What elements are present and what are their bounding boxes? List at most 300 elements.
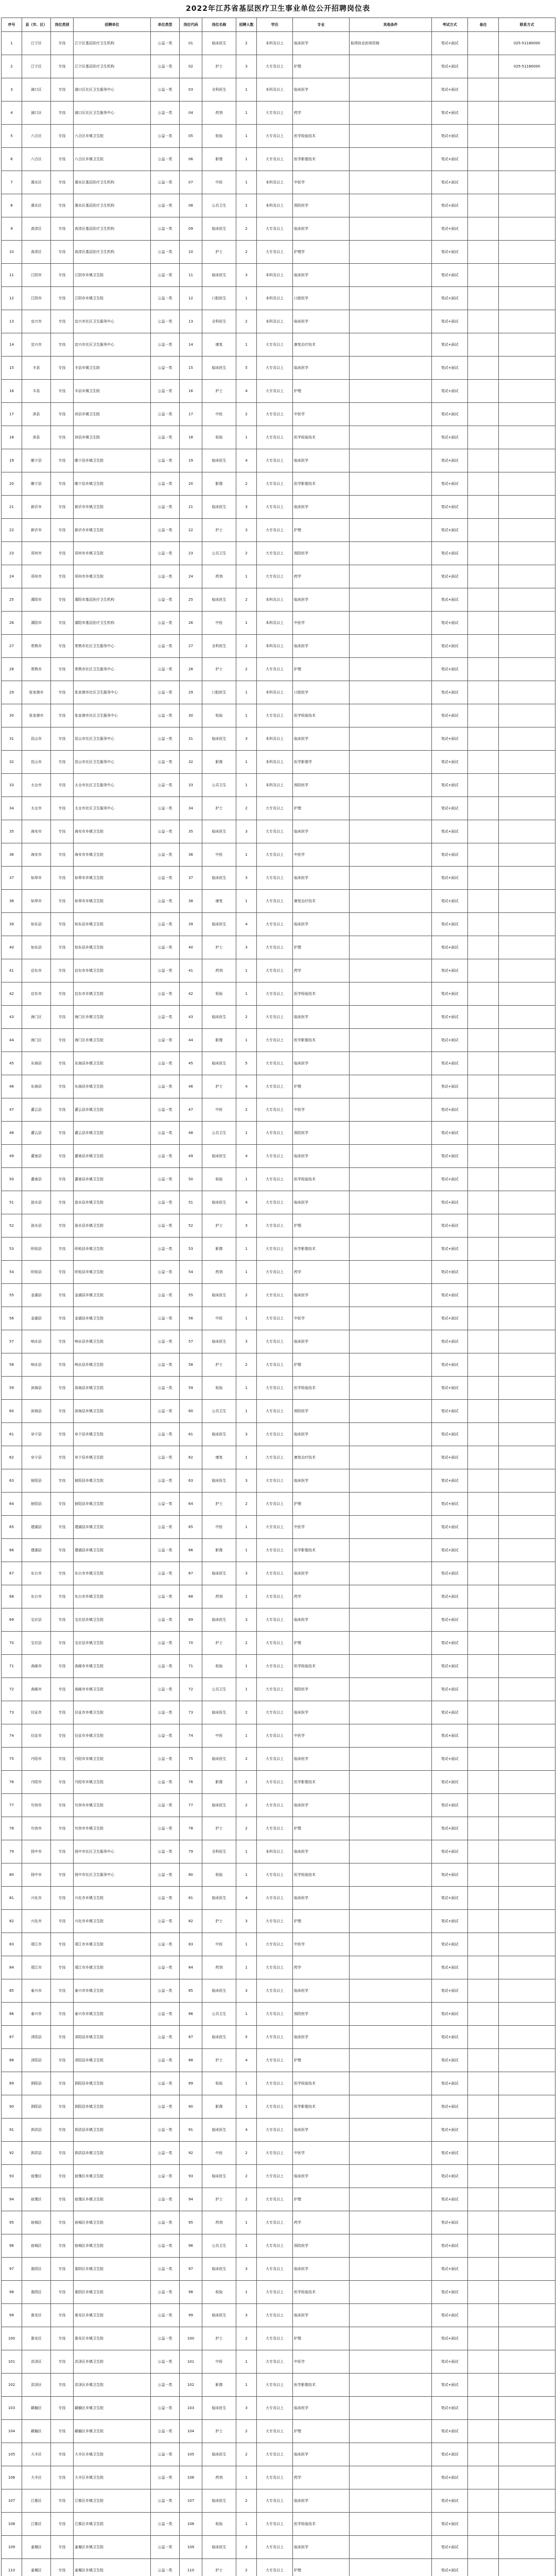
cell-post-code: 95 bbox=[180, 2211, 202, 2234]
cell-exam: 笔试+面试 bbox=[432, 936, 468, 959]
cell-county: 丰县 bbox=[22, 380, 51, 403]
cell-major: 护理 bbox=[293, 1817, 350, 1840]
cell-exam: 笔试+面试 bbox=[432, 1469, 468, 1493]
cell-other bbox=[350, 1238, 432, 1261]
cell-seq: 64 bbox=[2, 1493, 22, 1516]
cell-unit: 溧阳市基层医疗卫生机构 bbox=[74, 588, 151, 612]
cell-county: 响水县 bbox=[22, 1330, 51, 1353]
cell-type: 专技 bbox=[51, 2304, 74, 2327]
cell-unit-type: 公益一类 bbox=[151, 310, 180, 333]
cell-count: 2 bbox=[236, 1632, 257, 1655]
cell-education: 本科及以上 bbox=[257, 32, 293, 55]
cell-major: 临床医学 bbox=[293, 357, 350, 380]
cell-contact bbox=[499, 2188, 555, 2211]
cell-post-name: 检验 bbox=[202, 426, 236, 449]
cell-count: 1 bbox=[236, 171, 257, 194]
cell-post-name: 中医 bbox=[202, 2142, 236, 2165]
cell-other bbox=[350, 2374, 432, 2397]
cell-unit-type: 公益一类 bbox=[151, 1284, 180, 1307]
cell-education: 本科及以上 bbox=[257, 194, 293, 217]
cell-exam: 笔试+面试 bbox=[432, 1748, 468, 1771]
cell-education: 大专及以上 bbox=[257, 959, 293, 982]
cell-unit-type: 公益一类 bbox=[151, 658, 180, 681]
cell-unit-type: 公益一类 bbox=[151, 1979, 180, 2003]
cell-post-code: 34 bbox=[180, 797, 202, 820]
cell-remark bbox=[468, 2536, 499, 2559]
cell-unit: 东海县乡镇卫生院 bbox=[74, 1052, 151, 1075]
table-row bbox=[2, 1539, 555, 1562]
cell-remark bbox=[468, 2026, 499, 2049]
cell-unit: 姜堰区乡镇卫生院 bbox=[74, 2536, 151, 2559]
cell-education: 大专及以上 bbox=[257, 1307, 293, 1330]
cell-unit-type: 公益一类 bbox=[151, 171, 180, 194]
cell-contact bbox=[499, 2513, 555, 2536]
cell-unit: 淮安区乡镇卫生院 bbox=[74, 2304, 151, 2327]
cell-post-name: 全科医生 bbox=[202, 1840, 236, 1863]
cell-contact bbox=[499, 1493, 555, 1516]
cell-other bbox=[350, 843, 432, 867]
cell-exam: 笔试+面试 bbox=[432, 2374, 468, 2397]
table-row bbox=[2, 867, 555, 890]
cell-unit-type: 公益一类 bbox=[151, 681, 180, 704]
cell-seq: 62 bbox=[2, 1446, 22, 1469]
cell-seq: 58 bbox=[2, 1353, 22, 1377]
cell-unit-type: 公益一类 bbox=[151, 1238, 180, 1261]
cell-remark bbox=[468, 426, 499, 449]
cell-county: 金湖县 bbox=[22, 1307, 51, 1330]
cell-remark bbox=[468, 1353, 499, 1377]
cell-remark bbox=[468, 78, 499, 101]
cell-count: 2 bbox=[236, 635, 257, 658]
cell-other bbox=[350, 1423, 432, 1446]
cell-count: 4 bbox=[236, 1887, 257, 1910]
cell-education: 本科及以上 bbox=[257, 681, 293, 704]
cell-unit-type: 公益一类 bbox=[151, 1330, 180, 1353]
cell-post-code: 56 bbox=[180, 1307, 202, 1330]
cell-education: 大专及以上 bbox=[257, 1585, 293, 1608]
cell-post-code: 58 bbox=[180, 1353, 202, 1377]
cell-unit: 句容市乡镇卫生院 bbox=[74, 1817, 151, 1840]
cell-post-name: 临床医生 bbox=[202, 1887, 236, 1910]
cell-post-name: 检验 bbox=[202, 1377, 236, 1400]
cell-education: 大专及以上 bbox=[257, 1261, 293, 1284]
cell-county: 溧水区 bbox=[22, 171, 51, 194]
cell-exam: 笔试+面试 bbox=[432, 2304, 468, 2327]
cell-seq: 38 bbox=[2, 890, 22, 913]
cell-contact bbox=[499, 704, 555, 727]
cell-count: 2 bbox=[236, 2489, 257, 2513]
table-row bbox=[2, 2350, 555, 2374]
cell-count: 1 bbox=[236, 2513, 257, 2536]
cell-type: 专技 bbox=[51, 959, 74, 982]
cell-major: 护理学 bbox=[293, 241, 350, 264]
cell-type: 专技 bbox=[51, 2397, 74, 2420]
cell-education: 本科及以上 bbox=[257, 1840, 293, 1863]
cell-unit-type: 公益一类 bbox=[151, 449, 180, 472]
cell-education: 大专及以上 bbox=[257, 913, 293, 936]
cell-seq: 31 bbox=[2, 727, 22, 751]
cell-major: 临床医学 bbox=[293, 588, 350, 612]
cell-education: 大专及以上 bbox=[257, 797, 293, 820]
cell-type: 专技 bbox=[51, 1887, 74, 1910]
cell-seq: 100 bbox=[2, 2327, 22, 2350]
cell-seq: 109 bbox=[2, 2536, 22, 2559]
cell-county: 大丰区 bbox=[22, 2443, 51, 2466]
cell-seq: 23 bbox=[2, 542, 22, 565]
cell-major: 医学检验技术 bbox=[293, 704, 350, 727]
table-row bbox=[2, 2536, 555, 2559]
table-row bbox=[2, 1238, 555, 1261]
cell-type: 专技 bbox=[51, 1562, 74, 1585]
cell-count: 3 bbox=[236, 2258, 257, 2281]
cell-contact bbox=[499, 241, 555, 264]
cell-post-name: 临床医生 bbox=[202, 2026, 236, 2049]
cell-unit: 淮阴区乡镇卫生院 bbox=[74, 2281, 151, 2304]
cell-type: 专技 bbox=[51, 2234, 74, 2258]
cell-post-code: 65 bbox=[180, 1516, 202, 1539]
cell-contact bbox=[499, 2374, 555, 2397]
cell-post-code: 77 bbox=[180, 1794, 202, 1817]
cell-seq: 34 bbox=[2, 797, 22, 820]
cell-type: 专技 bbox=[51, 2003, 74, 2026]
cell-exam: 笔试+面试 bbox=[432, 1724, 468, 1748]
cell-seq: 57 bbox=[2, 1330, 22, 1353]
cell-post-name: 临床医生 bbox=[202, 2258, 236, 2281]
cell-county: 东海县 bbox=[22, 1075, 51, 1098]
cell-post-name: 护士 bbox=[202, 2188, 236, 2211]
cell-other bbox=[350, 1330, 432, 1353]
cell-contact bbox=[499, 78, 555, 101]
cell-contact bbox=[499, 1191, 555, 1214]
cell-unit-type: 公益一类 bbox=[151, 2258, 180, 2281]
cell-post-name: 临床医生 bbox=[202, 1562, 236, 1585]
cell-exam: 笔试+面试 bbox=[432, 2397, 468, 2420]
cell-education: 大专及以上 bbox=[257, 2072, 293, 2095]
cell-contact bbox=[499, 287, 555, 310]
cell-county: 高邮市 bbox=[22, 1655, 51, 1678]
cell-education: 大专及以上 bbox=[257, 2489, 293, 2513]
cell-education: 大专及以上 bbox=[257, 820, 293, 843]
cell-major: 临床医学 bbox=[293, 1840, 350, 1863]
cell-remark bbox=[468, 2350, 499, 2374]
cell-major: 临床医学 bbox=[293, 2397, 350, 2420]
cell-major: 临床医学 bbox=[293, 1191, 350, 1214]
cell-major: 预防医学 bbox=[293, 542, 350, 565]
cell-exam: 笔试+面试 bbox=[432, 2466, 468, 2489]
cell-exam: 笔试+面试 bbox=[432, 774, 468, 797]
cell-major: 护理 bbox=[293, 2188, 350, 2211]
cell-remark bbox=[468, 287, 499, 310]
cell-exam: 笔试+面试 bbox=[432, 2443, 468, 2466]
cell-post-name: 检验 bbox=[202, 1168, 236, 1191]
cell-unit: 建湖县乡镇卫生院 bbox=[74, 1539, 151, 1562]
cell-other bbox=[350, 217, 432, 241]
cell-contact bbox=[499, 1238, 555, 1261]
cell-type: 专技 bbox=[51, 472, 74, 496]
cell-county: 邳州市 bbox=[22, 565, 51, 588]
cell-count: 3 bbox=[236, 1608, 257, 1632]
cell-type: 专技 bbox=[51, 797, 74, 820]
table-row bbox=[2, 519, 555, 542]
cell-major: 临床医学 bbox=[293, 2536, 350, 2559]
cell-post-code: 13 bbox=[180, 310, 202, 333]
cell-education: 大专及以上 bbox=[257, 2095, 293, 2119]
cell-exam: 笔试+面试 bbox=[432, 1446, 468, 1469]
cell-other bbox=[350, 1168, 432, 1191]
cell-contact bbox=[499, 2211, 555, 2234]
table-row bbox=[2, 1446, 555, 1469]
cell-unit: 睢宁县乡镇卫生院 bbox=[74, 449, 151, 472]
cell-unit: 大丰区乡镇卫生院 bbox=[74, 2443, 151, 2466]
cell-contact bbox=[499, 2142, 555, 2165]
cell-post-code: 86 bbox=[180, 2003, 202, 2026]
cell-major: 护理 bbox=[293, 797, 350, 820]
cell-unit: 高淳区基层医疗卫生机构 bbox=[74, 241, 151, 264]
table-row bbox=[2, 2374, 555, 2397]
cell-major: 医学检验技术 bbox=[293, 2072, 350, 2095]
cell-count: 5 bbox=[236, 2026, 257, 2049]
cell-type: 专技 bbox=[51, 1284, 74, 1307]
cell-exam: 笔试+面试 bbox=[432, 1585, 468, 1608]
cell-post-name: 检验 bbox=[202, 2513, 236, 2536]
cell-education: 大专及以上 bbox=[257, 1933, 293, 1956]
table-row bbox=[2, 1423, 555, 1446]
cell-county: 滨海县 bbox=[22, 1400, 51, 1423]
cell-remark bbox=[468, 982, 499, 1006]
cell-post-name: 康复 bbox=[202, 1446, 236, 1469]
cell-exam: 笔试+面试 bbox=[432, 32, 468, 55]
cell-count: 1 bbox=[236, 843, 257, 867]
cell-remark bbox=[468, 1585, 499, 1608]
cell-count: 2 bbox=[236, 1748, 257, 1771]
cell-contact bbox=[499, 2397, 555, 2420]
cell-type: 专技 bbox=[51, 2211, 74, 2234]
cell-count: 2 bbox=[236, 1493, 257, 1516]
cell-education: 大专及以上 bbox=[257, 2119, 293, 2142]
cell-post-code: 82 bbox=[180, 1910, 202, 1933]
cell-education: 大专及以上 bbox=[257, 1353, 293, 1377]
cell-county: 宜兴市 bbox=[22, 333, 51, 357]
cell-seq: 89 bbox=[2, 2072, 22, 2095]
cell-unit: 丹阳市乡镇卫生院 bbox=[74, 1748, 151, 1771]
cell-county: 东海县 bbox=[22, 1052, 51, 1075]
cell-remark bbox=[468, 1632, 499, 1655]
table-row bbox=[2, 1887, 555, 1910]
cell-unit: 宜兴市社区卫生服务中心 bbox=[74, 310, 151, 333]
cell-education: 大专及以上 bbox=[257, 472, 293, 496]
cell-exam: 笔试+面试 bbox=[432, 1608, 468, 1632]
cell-exam: 笔试+面试 bbox=[432, 1910, 468, 1933]
cell-major: 医学检验技术 bbox=[293, 982, 350, 1006]
cell-remark bbox=[468, 681, 499, 704]
cell-remark bbox=[468, 959, 499, 982]
cell-unit: 仪征市乡镇卫生院 bbox=[74, 1701, 151, 1724]
cell-contact bbox=[499, 1748, 555, 1771]
cell-post-code: 70 bbox=[180, 1632, 202, 1655]
cell-unit: 泗洪县乡镇卫生院 bbox=[74, 2119, 151, 2142]
cell-type: 专技 bbox=[51, 1817, 74, 1840]
cell-major: 中医学 bbox=[293, 1933, 350, 1956]
table-row bbox=[2, 959, 555, 982]
cell-contact bbox=[499, 1701, 555, 1724]
cell-unit: 海门区乡镇卫生院 bbox=[74, 1006, 151, 1029]
cell-remark bbox=[468, 496, 499, 519]
cell-county: 邳州市 bbox=[22, 542, 51, 565]
cell-unit-type: 公益一类 bbox=[151, 1214, 180, 1238]
cell-post-name: 检验 bbox=[202, 125, 236, 148]
cell-count: 2 bbox=[236, 2165, 257, 2188]
cell-exam: 笔试+面试 bbox=[432, 101, 468, 125]
cell-contact bbox=[499, 1307, 555, 1330]
cell-remark bbox=[468, 1446, 499, 1469]
cell-seq: 67 bbox=[2, 1562, 22, 1585]
cell-remark bbox=[468, 727, 499, 751]
cell-type: 专技 bbox=[51, 2513, 74, 2536]
cell-type: 专技 bbox=[51, 936, 74, 959]
cell-post-code: 02 bbox=[180, 55, 202, 78]
cell-unit: 靖江市乡镇卫生院 bbox=[74, 1956, 151, 1979]
cell-contact bbox=[499, 1029, 555, 1052]
cell-post-name: 临床医生 bbox=[202, 496, 236, 519]
cell-count: 2 bbox=[236, 542, 257, 565]
cell-contact bbox=[499, 1956, 555, 1979]
cell-remark bbox=[468, 1469, 499, 1493]
cell-seq: 103 bbox=[2, 2397, 22, 2420]
cell-unit-type: 公益一类 bbox=[151, 913, 180, 936]
cell-unit-type: 公益一类 bbox=[151, 217, 180, 241]
cell-other bbox=[350, 1261, 432, 1284]
cell-education: 大专及以上 bbox=[257, 2003, 293, 2026]
cell-count: 1 bbox=[236, 1933, 257, 1956]
cell-count: 3 bbox=[236, 1423, 257, 1446]
cell-education: 大专及以上 bbox=[257, 1608, 293, 1632]
cell-type: 专技 bbox=[51, 2119, 74, 2142]
cell-major: 中医学 bbox=[293, 843, 350, 867]
cell-other bbox=[350, 2119, 432, 2142]
cell-contact bbox=[499, 2443, 555, 2466]
cell-post-name: 临床医生 bbox=[202, 1794, 236, 1817]
cell-remark bbox=[468, 1863, 499, 1887]
cell-education: 大专及以上 bbox=[257, 936, 293, 959]
cell-education: 大专及以上 bbox=[257, 55, 293, 78]
table-row bbox=[2, 2072, 555, 2095]
cell-post-code: 59 bbox=[180, 1377, 202, 1400]
cell-major: 预防医学 bbox=[293, 1122, 350, 1145]
cell-other bbox=[350, 426, 432, 449]
cell-post-name: 药剂 bbox=[202, 1261, 236, 1284]
cell-major: 中医学 bbox=[293, 171, 350, 194]
cell-post-code: 106 bbox=[180, 2466, 202, 2489]
table-row bbox=[2, 101, 555, 125]
cell-exam: 笔试+面试 bbox=[432, 1238, 468, 1261]
cell-remark bbox=[468, 2466, 499, 2489]
cell-post-name: 临床医生 bbox=[202, 820, 236, 843]
cell-county: 海门区 bbox=[22, 1029, 51, 1052]
cell-contact bbox=[499, 310, 555, 333]
cell-type: 专技 bbox=[51, 751, 74, 774]
cell-unit: 邳州市乡镇卫生院 bbox=[74, 542, 151, 565]
cell-exam: 笔试+面试 bbox=[432, 1655, 468, 1678]
cell-remark bbox=[468, 1655, 499, 1678]
table-row bbox=[2, 1122, 555, 1145]
cell-post-name: 公共卫生 bbox=[202, 194, 236, 217]
cell-county: 高淳区 bbox=[22, 241, 51, 264]
cell-remark bbox=[468, 797, 499, 820]
cell-count: 1 bbox=[236, 1446, 257, 1469]
cell-post-name: 临床医生 bbox=[202, 1423, 236, 1446]
cell-count: 2 bbox=[236, 241, 257, 264]
cell-post-code: 53 bbox=[180, 1238, 202, 1261]
cell-unit: 海安市乡镇卫生院 bbox=[74, 820, 151, 843]
cell-unit: 灌云县乡镇卫生院 bbox=[74, 1098, 151, 1122]
cell-contact bbox=[499, 1330, 555, 1353]
cell-other bbox=[350, 2466, 432, 2489]
cell-type: 专技 bbox=[51, 890, 74, 913]
cell-contact bbox=[499, 2072, 555, 2095]
cell-post-name: 中医 bbox=[202, 843, 236, 867]
cell-county: 靖江市 bbox=[22, 1956, 51, 1979]
cell-unit-type: 公益一类 bbox=[151, 264, 180, 287]
cell-count: 1 bbox=[236, 148, 257, 171]
cell-type: 专技 bbox=[51, 264, 74, 287]
cell-unit-type: 公益一类 bbox=[151, 1956, 180, 1979]
table-row bbox=[2, 1771, 555, 1794]
cell-post-code: 85 bbox=[180, 1979, 202, 2003]
cell-type: 专技 bbox=[51, 1145, 74, 1168]
cell-exam: 笔试+面试 bbox=[432, 2536, 468, 2559]
cell-contact bbox=[499, 380, 555, 403]
cell-education: 大专及以上 bbox=[257, 1724, 293, 1748]
cell-major: 临床医学 bbox=[293, 2026, 350, 2049]
cell-count: 1 bbox=[236, 1400, 257, 1423]
cell-remark bbox=[468, 1122, 499, 1145]
cell-exam: 笔试+面试 bbox=[432, 287, 468, 310]
cell-unit-type: 公益一类 bbox=[151, 148, 180, 171]
table-row bbox=[2, 2513, 555, 2536]
cell-type: 专技 bbox=[51, 194, 74, 217]
cell-post-name: 药剂 bbox=[202, 565, 236, 588]
cell-type: 专技 bbox=[51, 2559, 74, 2576]
cell-other bbox=[350, 148, 432, 171]
cell-unit-type: 公益一类 bbox=[151, 1516, 180, 1539]
cell-other bbox=[350, 982, 432, 1006]
cell-major: 护理 bbox=[293, 1214, 350, 1238]
cell-type: 专技 bbox=[51, 1168, 74, 1191]
cell-post-code: 83 bbox=[180, 1933, 202, 1956]
cell-other bbox=[350, 2234, 432, 2258]
cell-contact bbox=[499, 959, 555, 982]
cell-exam: 笔试+面试 bbox=[432, 1052, 468, 1075]
cell-seq: 39 bbox=[2, 913, 22, 936]
cell-unit-type: 公益一类 bbox=[151, 2119, 180, 2142]
cell-county: 大丰区 bbox=[22, 2466, 51, 2489]
cell-exam: 笔试+面试 bbox=[432, 867, 468, 890]
cell-count: 1 bbox=[236, 774, 257, 797]
cell-unit: 射阳县乡镇卫生院 bbox=[74, 1469, 151, 1493]
cell-exam: 笔试+面试 bbox=[432, 2003, 468, 2026]
cell-county: 涟水县 bbox=[22, 1191, 51, 1214]
cell-type: 专技 bbox=[51, 2374, 74, 2397]
cell-unit-type: 公益一类 bbox=[151, 1655, 180, 1678]
cell-major: 口腔医学 bbox=[293, 287, 350, 310]
cell-exam: 笔试+面试 bbox=[432, 2513, 468, 2536]
cell-remark bbox=[468, 635, 499, 658]
cell-remark bbox=[468, 1516, 499, 1539]
cell-county: 姜堰区 bbox=[22, 2559, 51, 2576]
cell-type: 专技 bbox=[51, 1238, 74, 1261]
cell-other bbox=[350, 2165, 432, 2188]
cell-education: 大专及以上 bbox=[257, 1678, 293, 1701]
